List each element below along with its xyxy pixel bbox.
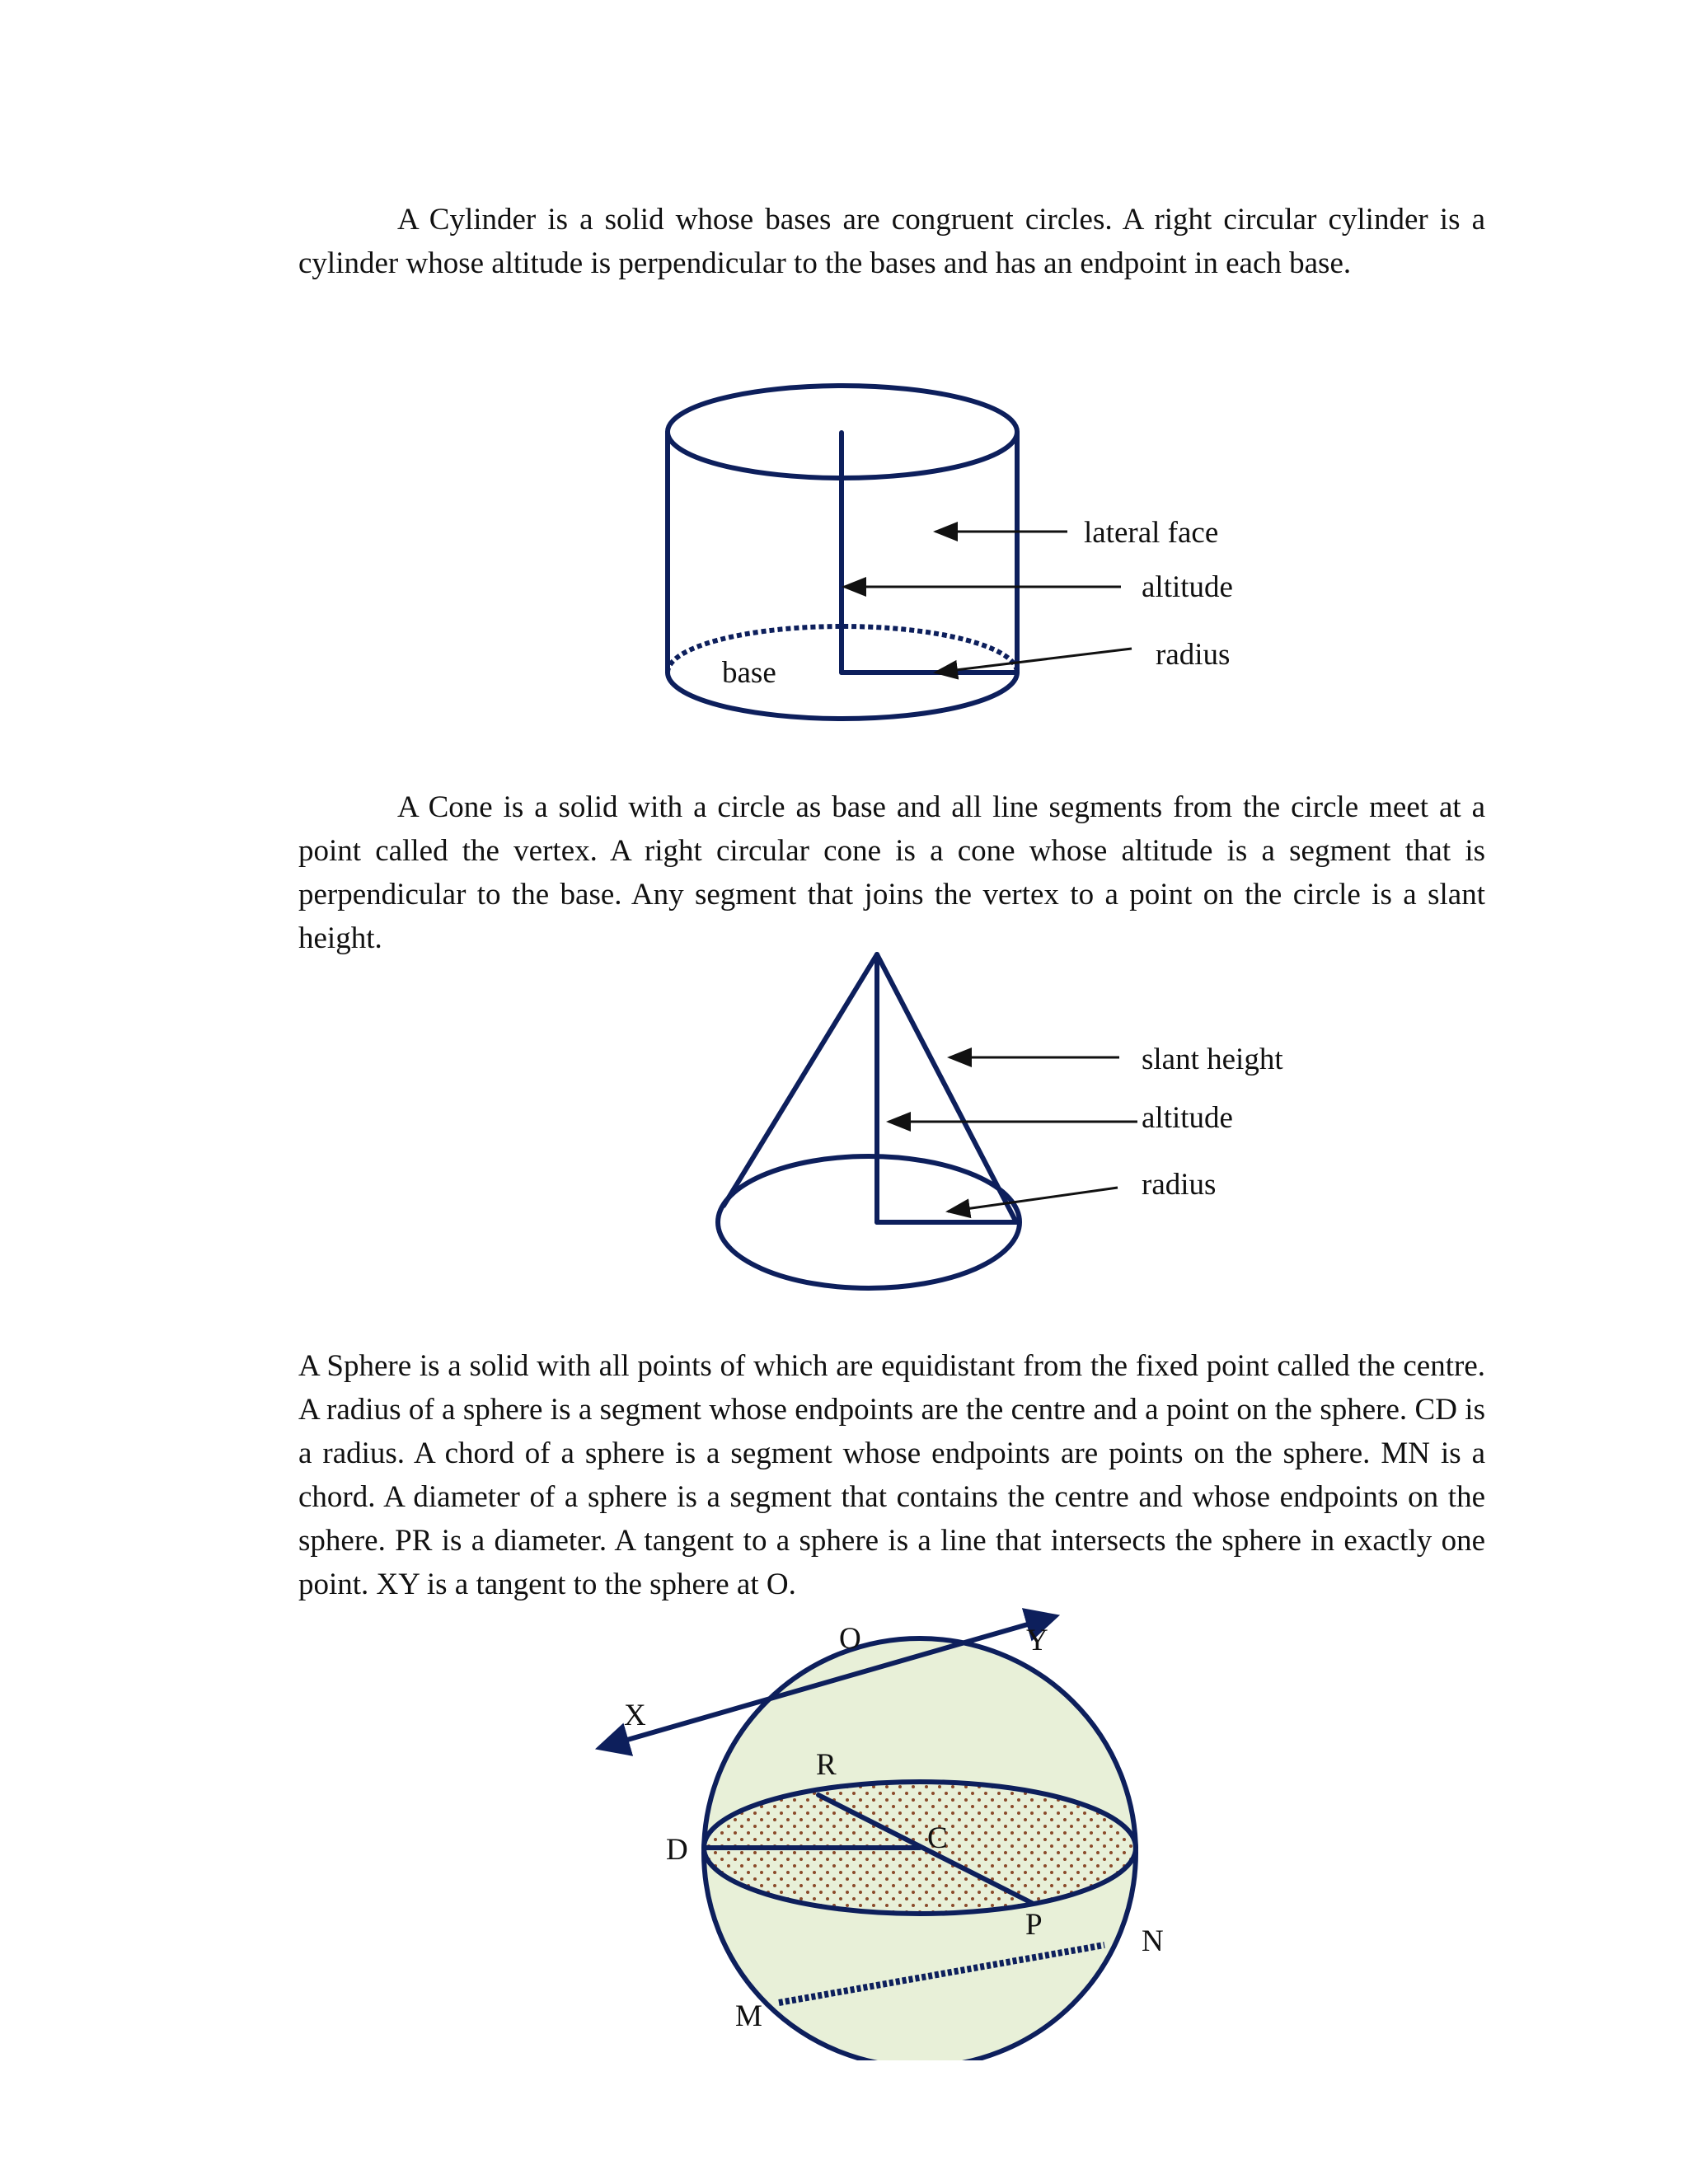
radius-label: radius [1156,638,1231,672]
cylinder-figure [0,363,1688,742]
cone-slant-height [877,954,1016,1222]
point-x-label: X [624,1699,646,1732]
point-d-label: D [666,1833,688,1867]
slant-height-label: slant height [1142,1043,1283,1076]
cone-figure [0,940,1688,1319]
cylinder-text: A Cylinder is a solid whose bases are congruent circles. A right circular cylinder is a cylinder whose altitude is perpendicular to the bases and has an endpoint in each base. [298,203,1485,280]
sphere-text: A Sphere is a solid with all points of which are equidistant from the fixed point called the centre. A radius of a sphere is a segment whose endpoints are the centre and a point on the sphere. CD is a radius. A chord of a sphere is a segment whose endpoints are points on the sphere. MN is a chord. A diameter of a sphere is a segment that contains the centre and whose endpoints on the sphere. PR is a diameter. A tangent to a sphere is a line that intersects the sphere in exactly one point. XY is a tangent to the sphere at O. [298,1349,1485,1601]
sphere-paragraph [298,1344,1485,1606]
point-o-label: O [839,1622,861,1656]
cylinder-base-front [668,673,1017,719]
base-label: base [722,656,776,690]
cone-left-slant [724,954,877,1206]
cone-altitude-label: altitude [1142,1101,1233,1135]
radius-arrow [935,649,1132,673]
point-p-label: P [1025,1908,1043,1942]
sphere-figure [0,1599,1688,2060]
point-m-label: M [735,1999,762,2033]
point-n-label: N [1142,1924,1164,1958]
point-y-label: Y [1026,1624,1048,1657]
cone-radius-label: radius [1142,1168,1217,1202]
cone-paragraph [298,785,1485,960]
altitude-label: altitude [1142,570,1233,604]
point-r-label: R [816,1748,837,1782]
lateral-face-label: lateral face [1084,516,1219,550]
cone-text: A Cone is a solid with a circle as base and all line segments from the circle meet at a point called the vertex. A right circular cone is a cone whose altitude is a segment that is perpendicular to the base. Any segment that joins the vertex to a point on the circle is a slant height. [298,790,1485,955]
point-c-label: C [927,1821,948,1855]
cylinder-paragraph [298,198,1485,285]
cone-radius-arrow [948,1188,1118,1212]
